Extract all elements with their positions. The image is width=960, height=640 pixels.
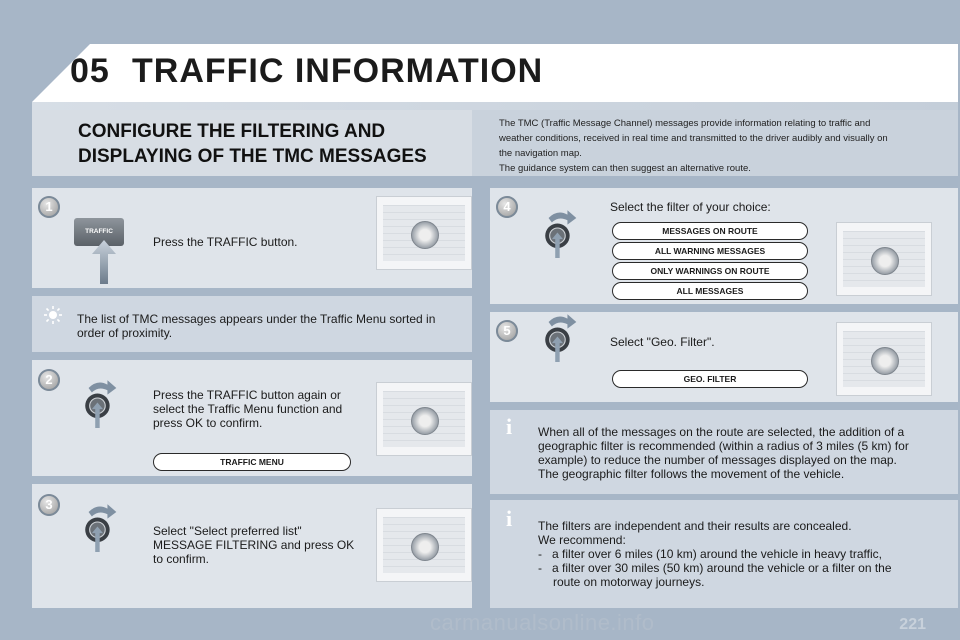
filter-option[interactable]: ONLY WARNINGS ON ROUTE [612, 262, 808, 280]
radio-dial [871, 347, 899, 375]
note-1-text [538, 425, 950, 481]
sun-icon [44, 306, 62, 324]
tip-line: order of proximity. [77, 326, 173, 340]
step-number-badge: 1 [38, 196, 60, 218]
radio-dial [871, 247, 899, 275]
section-heading-line: DISPLAYING OF THE TMC MESSAGES [78, 146, 427, 167]
step-number-badge: 3 [38, 494, 60, 516]
intro-paragraph [499, 116, 899, 176]
rotary-knob-icon [78, 502, 128, 552]
rotary-knob-icon [538, 312, 588, 362]
tip-text [77, 312, 467, 340]
step-3-text [153, 524, 354, 566]
step-3-line: Select "Select preferred list" [153, 524, 302, 538]
note-line: a filter over 6 miles (10 km) around the vehicle in heavy traffic, [552, 547, 882, 561]
radio-unit-image [836, 222, 932, 296]
radio-unit-image [376, 196, 472, 270]
radio-dial [411, 533, 439, 561]
info-icon: i [505, 414, 513, 439]
note-list-item [538, 547, 950, 561]
rotary-knob-icon [78, 378, 128, 428]
step-number-badge: 5 [496, 320, 518, 342]
step-1-text: Press the TRAFFIC button. [153, 235, 298, 249]
note-line: a filter over 30 miles (50 km) around the vehicle or a filter on the [552, 561, 892, 575]
step-5-text: Select "Geo. Filter". [610, 335, 715, 349]
step-2-line: select the Traffic Menu function and [153, 402, 343, 416]
radio-dial [411, 407, 439, 435]
note-list-item [538, 561, 950, 575]
step-3-line: MESSAGE FILTERING and press OK [153, 538, 355, 552]
step-2-line: Press the TRAFFIC button again or [153, 388, 341, 402]
section-heading [78, 119, 427, 169]
info-icon: i [505, 506, 513, 531]
note-line: geographic filter is recommended (within a radius of 3 miles (5 km) for [538, 439, 909, 453]
note-line: example) to reduce the number of messages displayed on the map. [538, 453, 897, 467]
page-number: 221 [899, 616, 926, 633]
step-number-badge: 4 [496, 196, 518, 218]
bullet: - [538, 561, 542, 575]
intro-line: the navigation map. [499, 148, 582, 159]
tip-line: The list of TMC messages appears under the Traffic Menu sorted in [77, 312, 436, 326]
chapter-number: 05 [70, 52, 110, 90]
note-line: The geographic filter follows the movement of the vehicle. [538, 467, 845, 481]
intro-line: The guidance system can then suggest an alternative route. [499, 163, 751, 174]
radio-unit-image [836, 322, 932, 396]
note-2-text [538, 519, 950, 589]
step-2-line: press OK to confirm. [153, 416, 263, 430]
step-4-text: Select the filter of your choice: [610, 200, 771, 214]
note-line: When all of the messages on the route are selected, the addition of a [538, 425, 905, 439]
intro-line: The TMC (Traffic Message Channel) messages provide information relating to traffic and [499, 118, 871, 129]
step-2-text [153, 388, 342, 430]
bullet: - [538, 547, 542, 561]
decorative-strip [32, 102, 958, 110]
intro-line: weather conditions, received in real time and transmitted to the driver audibly and visually on [499, 133, 888, 144]
traffic-menu-option[interactable]: TRAFFIC MENU [153, 453, 351, 471]
step-3-line: to confirm. [153, 552, 210, 566]
traffic-button[interactable]: TRAFFIC [74, 218, 124, 246]
note-line: route on motorway journeys. [553, 575, 705, 589]
radio-unit-image [376, 508, 472, 582]
rotary-knob-icon [538, 208, 588, 258]
filter-option[interactable]: MESSAGES ON ROUTE [612, 222, 808, 240]
geo-filter-option[interactable]: GEO. FILTER [612, 370, 808, 388]
note-line: The filters are independent and their results are concealed. [538, 519, 852, 533]
note-list-item [538, 575, 950, 589]
press-arrow-icon [92, 240, 116, 284]
step-number-badge: 2 [38, 369, 60, 391]
watermark: carmanualsonline.info [430, 610, 655, 635]
page-title: TRAFFIC INFORMATION [132, 52, 544, 90]
note-line: We recommend: [538, 533, 626, 547]
radio-dial [411, 221, 439, 249]
radio-unit-image [376, 382, 472, 456]
filter-option[interactable]: ALL MESSAGES [612, 282, 808, 300]
section-heading-line: CONFIGURE THE FILTERING AND [78, 121, 386, 142]
filter-option[interactable]: ALL WARNING MESSAGES [612, 242, 808, 260]
